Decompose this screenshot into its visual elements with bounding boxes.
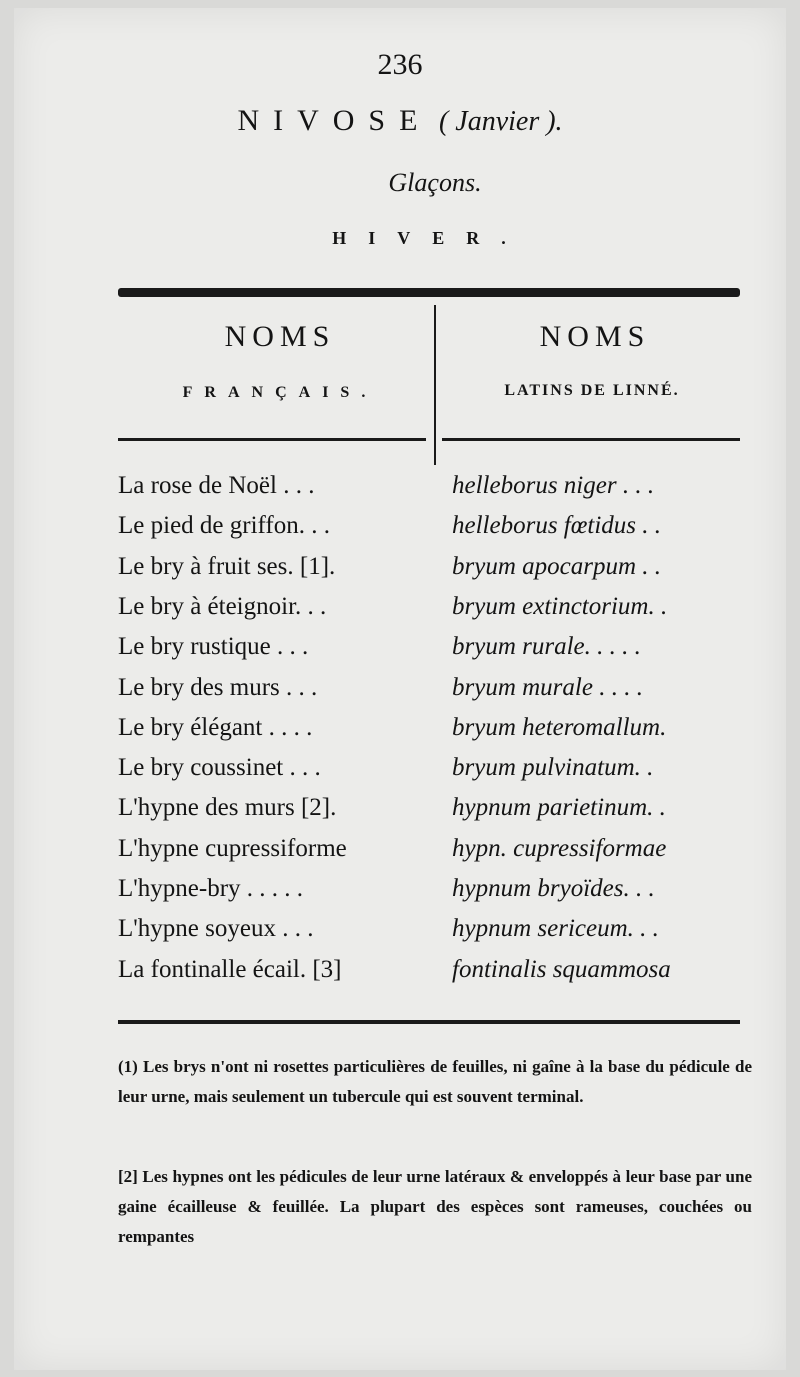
latin-name: helleborus niger . . .	[452, 472, 655, 499]
table-row	[0, 875, 800, 915]
page-number: 236	[377, 48, 423, 81]
table-row	[0, 835, 800, 875]
table-row	[0, 754, 800, 794]
latin-name: hypn. cupressiformae	[452, 834, 667, 862]
top-rule	[118, 288, 740, 297]
bottom-rule	[118, 1020, 740, 1024]
latin-name: hypnum parietinum. .	[452, 794, 666, 822]
french-name: La rose de Noël . . .	[118, 472, 315, 499]
latin-name: bryum pulvinatum. .	[452, 754, 654, 782]
table-row	[0, 593, 800, 633]
latin-name: bryum rurale. . . . .	[452, 633, 641, 661]
latin-name: bryum extinctorium. .	[452, 592, 668, 620]
latin-name: hypnum sericeum. . .	[452, 915, 659, 943]
latin-name: bryum apocarpum . .	[452, 552, 662, 580]
table-row	[0, 714, 800, 754]
page-title	[0, 104, 800, 138]
header-left-line2: FRANÇAIS.	[182, 384, 378, 401]
french-name: Le bry des murs . . .	[118, 673, 318, 701]
table-row	[0, 915, 800, 955]
header-right-line1: NOMS	[539, 320, 651, 353]
table-row	[0, 553, 800, 593]
header-left-line1: NOMS	[224, 320, 336, 353]
french-name: La fontinalle écail. [3]	[118, 955, 342, 983]
french-name: Le bry coussinet . . .	[118, 754, 321, 782]
title-main: NIVOSE	[237, 104, 432, 137]
latin-name: bryum heteromallum.	[452, 713, 667, 741]
french-name: L'hypne cupressiforme	[118, 834, 347, 862]
french-name: Le bry rustique . . .	[118, 633, 309, 661]
table-row	[0, 472, 800, 512]
french-name: L'hypne des murs [2].	[118, 794, 337, 822]
french-name: Le bry à fruit ses. [1].	[118, 552, 336, 580]
table-row	[0, 794, 800, 834]
header-rule-left	[118, 438, 426, 441]
table-row	[0, 674, 800, 714]
french-name: Le pied de griffon. . .	[118, 512, 330, 540]
table-row	[0, 956, 800, 996]
footnote-1: (1) Les brys n'ont ni rosettes particulières de feuilles, ni gaîne à la base du pédicule de leur urne, mais seulement un tubercule qui est souvent terminal.	[118, 1057, 752, 1106]
title-month: ( Janvier ).	[438, 106, 563, 137]
footnote-2: [2] Les hypnes ont les pédicules de leur urne latéraux & enveloppés à leur base par une gaine écailleuse & feuillée. La plupart des espèces sont rameuses, couchées ou rempantes	[118, 1167, 752, 1246]
table-row	[0, 512, 800, 552]
header-right-line2: LATINS DE LINNÉ.	[504, 382, 680, 399]
subtitle: Glaçons.	[388, 168, 482, 197]
french-name: L'hypne-bry . . . . .	[118, 875, 304, 902]
table-row	[0, 633, 800, 673]
latin-name: bryum murale . . . .	[452, 673, 643, 701]
french-name: Le bry élégant . . . .	[118, 713, 313, 741]
season-heading: HIVER.	[332, 228, 528, 248]
french-name: Le bry à éteignoir. . .	[118, 592, 327, 620]
latin-name: fontinalis squammosa	[452, 955, 671, 983]
latin-name: hypnum bryoïdes. . .	[452, 875, 655, 902]
latin-name: helleborus fœtidus . .	[452, 512, 662, 540]
french-name: L'hypne soyeux . . .	[118, 915, 314, 943]
column-divider	[434, 305, 436, 465]
header-rule-right	[442, 438, 740, 441]
